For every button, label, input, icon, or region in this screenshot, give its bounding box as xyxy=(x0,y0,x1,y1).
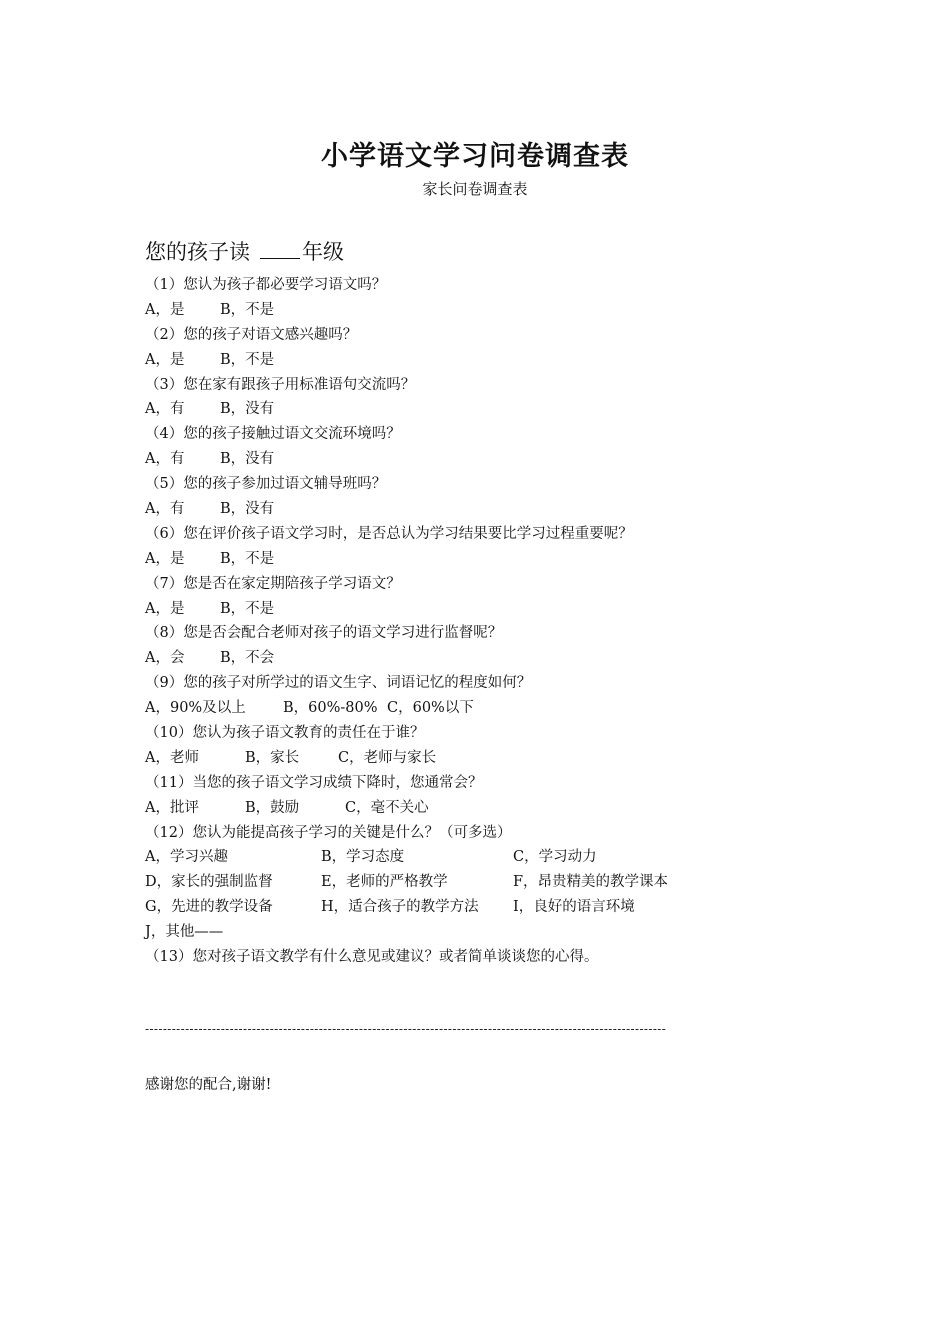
option-row xyxy=(145,447,785,472)
question-text: （4）您的孩子接触过语文交流环境吗？ xyxy=(145,426,401,443)
question-text: （7）您是否在家定期陪孩子学习语文？ xyxy=(145,575,401,592)
answer-option[interactable]: B，不是 xyxy=(220,301,275,318)
option-row xyxy=(145,646,785,671)
answer-option[interactable]: A，有 xyxy=(145,451,185,468)
question-list xyxy=(145,273,785,970)
answer-option[interactable]: B，不是 xyxy=(220,600,275,617)
question-text: （3）您在家有跟孩子用标准语句交流吗？ xyxy=(145,376,416,393)
option-row xyxy=(145,348,785,373)
answer-option[interactable]: C，60%以下 xyxy=(387,700,474,717)
grade-blank-field[interactable] xyxy=(260,238,300,259)
answer-option[interactable]: D，家长的强制监督 xyxy=(145,874,273,891)
answer-option[interactable]: B，不是 xyxy=(220,550,275,567)
answer-option[interactable]: A，是 xyxy=(145,550,185,567)
answer-option[interactable]: A，有 xyxy=(145,401,185,418)
answer-option[interactable]: C，老师与家长 xyxy=(338,749,437,766)
answer-option[interactable]: B，不会 xyxy=(220,650,275,667)
answer-option[interactable]: A，会 xyxy=(145,650,185,667)
answer-option[interactable]: A，学习兴趣 xyxy=(145,849,228,866)
question-text: （11）当您的孩子语文学习成绩下降时，您通常会？ xyxy=(145,774,483,791)
question-text: （10）您认为孩子语文教育的责任在于谁？ xyxy=(145,725,425,742)
answer-option[interactable]: A，是 xyxy=(145,600,185,617)
answer-option[interactable]: E，老师的严格教学 xyxy=(321,874,448,891)
option-row xyxy=(145,597,785,622)
separator-line: --------------------------------------------------------------------------------------------------------------------- xyxy=(145,1022,667,1036)
grade-prefix: 您的孩子读 xyxy=(145,240,250,264)
option-row xyxy=(145,298,785,323)
question-text: （1）您认为孩子都必要学习语文吗？ xyxy=(145,277,387,293)
question-text: （2）您的孩子对语文感兴趣吗？ xyxy=(145,326,358,343)
answer-option[interactable]: C，毫不关心 xyxy=(345,799,429,816)
answer-option[interactable]: A，是 xyxy=(145,301,185,318)
answer-option[interactable]: C，学习动力 xyxy=(513,849,597,866)
answer-option[interactable]: B，没有 xyxy=(220,451,275,468)
question-text: （8）您是否会配合老师对孩子的语文学习进行监督呢？ xyxy=(145,625,503,642)
question-text: （9）您的孩子对所学过的语文生字、词语记忆的程度如何？ xyxy=(145,675,532,692)
answer-option[interactable]: B，鼓励 xyxy=(245,799,300,816)
option-row xyxy=(145,796,785,821)
answer-option[interactable]: A，有 xyxy=(145,501,185,518)
grade-line xyxy=(145,236,344,266)
answer-option[interactable]: A，是 xyxy=(145,351,185,368)
answer-option[interactable]: F，昂贵精美的教学课本 xyxy=(513,874,669,891)
option-row xyxy=(145,696,785,721)
answer-option[interactable]: B，学习态度 xyxy=(321,849,405,866)
answer-option[interactable]: A，90%及以上 xyxy=(145,700,246,717)
answer-option[interactable]: B，没有 xyxy=(220,401,275,418)
option-row xyxy=(145,547,785,572)
option-row xyxy=(145,845,785,870)
document-subtitle: 家长问卷调查表 xyxy=(422,180,528,198)
thanks-note: 感谢您的配合,谢谢! xyxy=(145,1077,272,1093)
option-row xyxy=(145,920,785,945)
option-row xyxy=(145,397,785,422)
question-text: （13）您对孩子语文教学有什么意见或建议？或者简单谈谈您的心得。 xyxy=(145,949,599,966)
answer-option[interactable]: J，其他—— xyxy=(145,924,224,941)
option-row xyxy=(145,895,785,920)
option-row xyxy=(145,746,785,771)
option-row xyxy=(145,497,785,522)
answer-option[interactable]: B，不是 xyxy=(220,351,275,368)
answer-option[interactable]: B，没有 xyxy=(220,501,275,518)
answer-option[interactable]: B，60%-80% xyxy=(283,700,378,717)
answer-option[interactable]: B，家长 xyxy=(245,749,300,766)
question-text: （5）您的孩子参加过语文辅导班吗？ xyxy=(145,476,387,493)
question-text: （12）您认为能提高孩子学习的关键是什么？（可多选） xyxy=(145,824,512,841)
question-text: （6）您在评价孩子语文学习时，是否总认为学习结果要比学习过程重要呢？ xyxy=(145,525,633,542)
option-row xyxy=(145,870,785,895)
document-title: 小学语文学习问卷调查表 xyxy=(321,141,629,172)
answer-option[interactable]: I，良好的语言环境 xyxy=(513,899,635,916)
answer-option[interactable]: G，先进的教学设备 xyxy=(145,899,273,916)
answer-option[interactable]: A，批评 xyxy=(145,799,199,816)
answer-option[interactable]: A，老师 xyxy=(145,749,199,766)
grade-suffix: 年级 xyxy=(302,240,344,264)
answer-option[interactable]: H，适合孩子的教学方法 xyxy=(321,899,479,916)
